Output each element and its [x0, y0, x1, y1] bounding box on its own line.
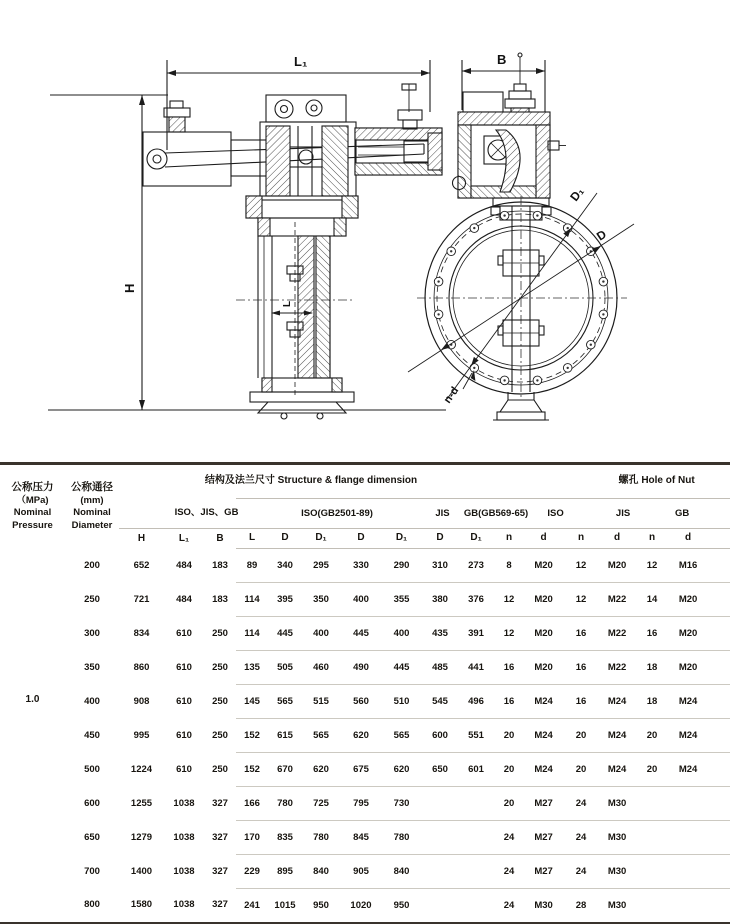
dim-cell: 327 — [212, 831, 228, 843]
dim-cell: 1015 — [268, 889, 302, 924]
dim-cell: 601 — [459, 753, 493, 787]
header-group-gb-nut: GB — [634, 499, 730, 529]
table-row — [0, 617, 730, 651]
dim-cell: M24 — [670, 753, 730, 787]
dim-cell: 1038 — [173, 797, 195, 809]
dim-cell: M20 — [525, 617, 562, 651]
dim-cell: 16 — [493, 685, 525, 719]
dim-cell: 908 — [133, 695, 150, 707]
dim-label-l: L — [282, 300, 293, 307]
dim-cell: 652 — [133, 559, 150, 571]
dim-cell: 780 — [382, 821, 421, 855]
dim-cell: 950 — [302, 889, 340, 924]
dim-cell: M24 — [670, 685, 730, 719]
col-letter: n — [634, 529, 670, 549]
dim-cell: 1224 — [130, 763, 153, 775]
dim-cell: 1038 — [173, 899, 195, 911]
dim-cell: 250 — [212, 627, 228, 639]
dim-cell: 391 — [459, 617, 493, 651]
table-row — [0, 583, 730, 617]
dim-label-b: B — [497, 52, 507, 67]
dim-cell: M27 — [525, 821, 562, 855]
dim-cell: 560 — [340, 685, 382, 719]
dim-cell: 250 — [212, 729, 228, 741]
dim-cell — [459, 855, 493, 889]
dim-cell: 24 — [562, 821, 600, 855]
dim-cell: 20 — [493, 719, 525, 753]
dim-cell: 400 — [340, 583, 382, 617]
col-letter: n — [562, 529, 600, 549]
table-row — [0, 549, 730, 583]
dim-cell: M24 — [600, 719, 634, 753]
nominal-diameter-value: 400 — [84, 695, 100, 707]
header-group-jis-nut: JIS — [562, 499, 634, 529]
dim-cell — [459, 889, 493, 924]
dim-cell: 376 — [459, 583, 493, 617]
dim-cell: 795 — [340, 787, 382, 821]
col-letter: D₁ — [459, 529, 493, 549]
dim-cell: 1580 — [130, 899, 153, 911]
dim-cell: 28 — [562, 889, 600, 924]
dim-cell: 510 — [382, 685, 421, 719]
dim-cell: 725 — [302, 787, 340, 821]
dim-cell: 20 — [562, 753, 600, 787]
dim-cell: 170 — [236, 821, 268, 855]
col-letter: D — [268, 529, 302, 549]
dim-cell: 840 — [302, 855, 340, 889]
header-nut-title: 螺孔 Hole of Nut — [618, 475, 695, 487]
dim-cell: 1255 — [130, 797, 153, 809]
table-row — [0, 685, 730, 719]
dim-cell: M20 — [670, 583, 730, 617]
dim-cell: 895 — [268, 855, 302, 889]
dim-cell — [421, 855, 459, 889]
dim-cell: 135 — [236, 651, 268, 685]
dim-cell: 20 — [634, 753, 670, 787]
dim-cell — [421, 821, 459, 855]
dim-cell: 20 — [562, 719, 600, 753]
dim-cell: 395 — [268, 583, 302, 617]
header-group-iso-nut: ISO — [493, 499, 562, 529]
dim-cell: 327 — [212, 899, 228, 911]
dim-cell: 327 — [212, 797, 228, 809]
table-row — [0, 651, 730, 685]
dim-cell: 166 — [236, 787, 268, 821]
dim-cell: 250 — [212, 661, 228, 673]
dim-cell: M20 — [670, 617, 730, 651]
nominal-diameter-value: 350 — [84, 661, 100, 673]
dim-cell — [634, 787, 670, 821]
dim-cell — [421, 787, 459, 821]
dim-cell: 620 — [302, 753, 340, 787]
dim-cell: 610 — [176, 695, 192, 707]
header-nominal-diameter: 公称通径 (mm) Nominal Diameter — [71, 481, 113, 531]
dim-cell: M24 — [525, 719, 562, 753]
col-letter: B — [216, 532, 224, 544]
nominal-diameter-value: 800 — [84, 899, 100, 911]
nominal-diameter-value: 650 — [84, 831, 100, 843]
dim-cell: 114 — [236, 617, 268, 651]
dim-cell: 565 — [268, 685, 302, 719]
col-letter: H — [137, 532, 146, 544]
dim-cell: 780 — [302, 821, 340, 855]
dim-cell — [670, 821, 730, 855]
dim-cell: 1400 — [130, 865, 153, 877]
nominal-diameter-value: 450 — [84, 729, 100, 741]
dim-cell: 610 — [176, 763, 192, 775]
dim-cell: 905 — [340, 855, 382, 889]
dim-cell: 295 — [302, 549, 340, 583]
dim-cell: 1038 — [173, 865, 195, 877]
table-row — [0, 821, 730, 855]
dim-cell: 241 — [236, 889, 268, 924]
dim-cell: 670 — [268, 753, 302, 787]
dim-cell: 12 — [493, 583, 525, 617]
table-row — [0, 753, 730, 787]
dim-cell: 24 — [562, 855, 600, 889]
dim-cell: 152 — [236, 753, 268, 787]
dim-cell: 610 — [176, 627, 192, 639]
dim-cell: 834 — [133, 627, 150, 639]
dim-cell: 400 — [302, 617, 340, 651]
dim-cell: 545 — [421, 685, 459, 719]
nominal-diameter-value: 700 — [84, 865, 100, 877]
dim-cell: 20 — [634, 719, 670, 753]
dim-cell: 610 — [176, 661, 192, 673]
dim-cell — [634, 889, 670, 924]
header-structure-title: 结构及法兰尺寸 Structure & flange dimension — [204, 475, 418, 487]
dim-cell: 89 — [236, 549, 268, 583]
dim-cell: 12 — [493, 617, 525, 651]
dim-cell: M22 — [600, 583, 634, 617]
dim-cell: 515 — [302, 685, 340, 719]
col-letter: D₁ — [302, 529, 340, 549]
dim-cell: 1038 — [173, 831, 195, 843]
dim-cell — [421, 889, 459, 924]
dim-cell: 835 — [268, 821, 302, 855]
dim-cell: 145 — [236, 685, 268, 719]
dim-cell: 565 — [382, 719, 421, 753]
dim-cell: 250 — [212, 695, 228, 707]
dim-cell: 496 — [459, 685, 493, 719]
header-group-iso-jis-gb: ISO、JIS、GB — [119, 499, 236, 529]
dim-cell: 16 — [562, 617, 600, 651]
dim-cell: M20 — [525, 583, 562, 617]
dim-cell: M24 — [525, 685, 562, 719]
dim-cell: 12 — [634, 549, 670, 583]
nominal-pressure-value: 1.0 — [25, 694, 40, 705]
table-row — [0, 719, 730, 753]
dim-label-d: D — [594, 227, 609, 244]
side-view — [48, 60, 446, 419]
dim-cell: 600 — [421, 719, 459, 753]
header-group-iso-gb2501: ISO(GB2501-89) — [236, 499, 340, 529]
dim-cell: 12 — [562, 549, 600, 583]
dim-label-d1: D₁ — [567, 184, 587, 204]
dim-cell: M27 — [525, 787, 562, 821]
dim-label-h: H — [122, 283, 137, 293]
dim-cell: M22 — [600, 651, 634, 685]
dim-label-l1: L₁ — [294, 54, 308, 69]
table-row — [0, 855, 730, 889]
dim-cell — [670, 889, 730, 924]
dim-cell: M22 — [600, 617, 634, 651]
dim-cell: M27 — [525, 855, 562, 889]
col-letter: D — [421, 529, 459, 549]
dim-cell: 327 — [212, 865, 228, 877]
dim-cell: 1020 — [340, 889, 382, 924]
dim-cell: 484 — [176, 559, 192, 571]
dim-cell: 650 — [421, 753, 459, 787]
dim-cell: 350 — [302, 583, 340, 617]
dim-cell: 8 — [493, 549, 525, 583]
dim-cell: 400 — [382, 617, 421, 651]
col-letter: L — [236, 529, 268, 549]
dim-cell: 490 — [340, 651, 382, 685]
col-letter: d — [600, 529, 634, 549]
dim-cell: 445 — [382, 651, 421, 685]
dim-cell: 24 — [493, 821, 525, 855]
dim-cell: M20 — [525, 549, 562, 583]
dim-cell: M30 — [600, 787, 634, 821]
dim-cell: M20 — [525, 651, 562, 685]
dim-cell: 460 — [302, 651, 340, 685]
col-letter: d — [670, 529, 730, 549]
nominal-diameter-value: 200 — [84, 559, 100, 571]
dim-cell: 355 — [382, 583, 421, 617]
dim-cell: 615 — [268, 719, 302, 753]
dim-cell: 152 — [236, 719, 268, 753]
col-letter: n — [493, 529, 525, 549]
dim-cell: 12 — [562, 583, 600, 617]
dim-cell: 441 — [459, 651, 493, 685]
dim-cell: 380 — [421, 583, 459, 617]
dim-cell — [670, 855, 730, 889]
dim-cell: 24 — [493, 855, 525, 889]
dim-cell — [459, 821, 493, 855]
dim-cell: M16 — [670, 549, 730, 583]
dim-cell: 620 — [340, 719, 382, 753]
header-group-gb569: GB(GB569-65) — [421, 499, 493, 529]
dim-cell: 565 — [302, 719, 340, 753]
nominal-diameter-value: 600 — [84, 797, 100, 809]
dim-cell: 950 — [382, 889, 421, 924]
table-row — [0, 787, 730, 821]
nominal-diameter-value: 500 — [84, 763, 100, 775]
dim-label-nd: n-d — [441, 384, 462, 406]
dim-cell: 505 — [268, 651, 302, 685]
dim-cell: 730 — [382, 787, 421, 821]
nominal-diameter-value: 300 — [84, 627, 100, 639]
table-row — [0, 889, 730, 924]
dim-cell: M30 — [600, 855, 634, 889]
dim-cell: 340 — [268, 549, 302, 583]
dim-cell — [634, 821, 670, 855]
dim-cell: M24 — [525, 753, 562, 787]
header-group-jis-flange: JIS — [340, 499, 421, 529]
dim-cell: 183 — [212, 559, 228, 571]
dim-cell: 860 — [133, 661, 150, 673]
dim-cell: 484 — [176, 593, 192, 605]
dim-cell: 229 — [236, 855, 268, 889]
dim-cell: M30 — [525, 889, 562, 924]
dim-cell: 183 — [212, 593, 228, 605]
dim-cell: 551 — [459, 719, 493, 753]
dim-cell: 1279 — [130, 831, 153, 843]
dim-cell: 620 — [382, 753, 421, 787]
col-letter: D — [340, 529, 382, 549]
dim-cell: M24 — [600, 685, 634, 719]
dim-cell: 721 — [133, 593, 150, 605]
dim-cell: 310 — [421, 549, 459, 583]
dim-cell: M30 — [600, 889, 634, 924]
dim-cell: 330 — [340, 549, 382, 583]
dim-cell: M24 — [670, 719, 730, 753]
dim-cell: 20 — [493, 753, 525, 787]
dim-cell: 290 — [382, 549, 421, 583]
dim-cell: 610 — [176, 729, 192, 741]
dim-cell — [634, 855, 670, 889]
dim-cell: M20 — [670, 651, 730, 685]
header-nominal-pressure: 公称压力 （MPa) Nominal Pressure — [11, 481, 54, 531]
col-letter: L₁ — [178, 532, 190, 544]
dim-cell: 485 — [421, 651, 459, 685]
dim-cell: 845 — [340, 821, 382, 855]
dim-cell: 16 — [562, 651, 600, 685]
col-letter: d — [525, 529, 562, 549]
dim-cell: 445 — [340, 617, 382, 651]
col-letter: D₁ — [382, 529, 421, 549]
dim-cell: 114 — [236, 583, 268, 617]
dim-cell: 995 — [133, 729, 150, 741]
dim-cell: 445 — [268, 617, 302, 651]
dim-cell: 16 — [562, 685, 600, 719]
dim-cell: 250 — [212, 763, 228, 775]
dim-cell: 16 — [634, 617, 670, 651]
dim-cell: 780 — [268, 787, 302, 821]
dim-cell: 14 — [634, 583, 670, 617]
nominal-diameter-value: 250 — [84, 593, 100, 605]
dim-cell — [670, 787, 730, 821]
dim-cell: 24 — [562, 787, 600, 821]
dim-cell: 20 — [493, 787, 525, 821]
dim-cell: 435 — [421, 617, 459, 651]
dim-cell — [459, 787, 493, 821]
flange-dimension-table — [0, 462, 730, 924]
dim-cell: 840 — [382, 855, 421, 889]
dim-cell: 273 — [459, 549, 493, 583]
dim-cell: 675 — [340, 753, 382, 787]
dim-cell: 24 — [493, 889, 525, 924]
dim-cell: 18 — [634, 651, 670, 685]
dim-cell: M24 — [600, 753, 634, 787]
dim-cell: M20 — [600, 549, 634, 583]
dim-cell: 18 — [634, 685, 670, 719]
dim-cell: 16 — [493, 651, 525, 685]
dim-cell: M30 — [600, 821, 634, 855]
